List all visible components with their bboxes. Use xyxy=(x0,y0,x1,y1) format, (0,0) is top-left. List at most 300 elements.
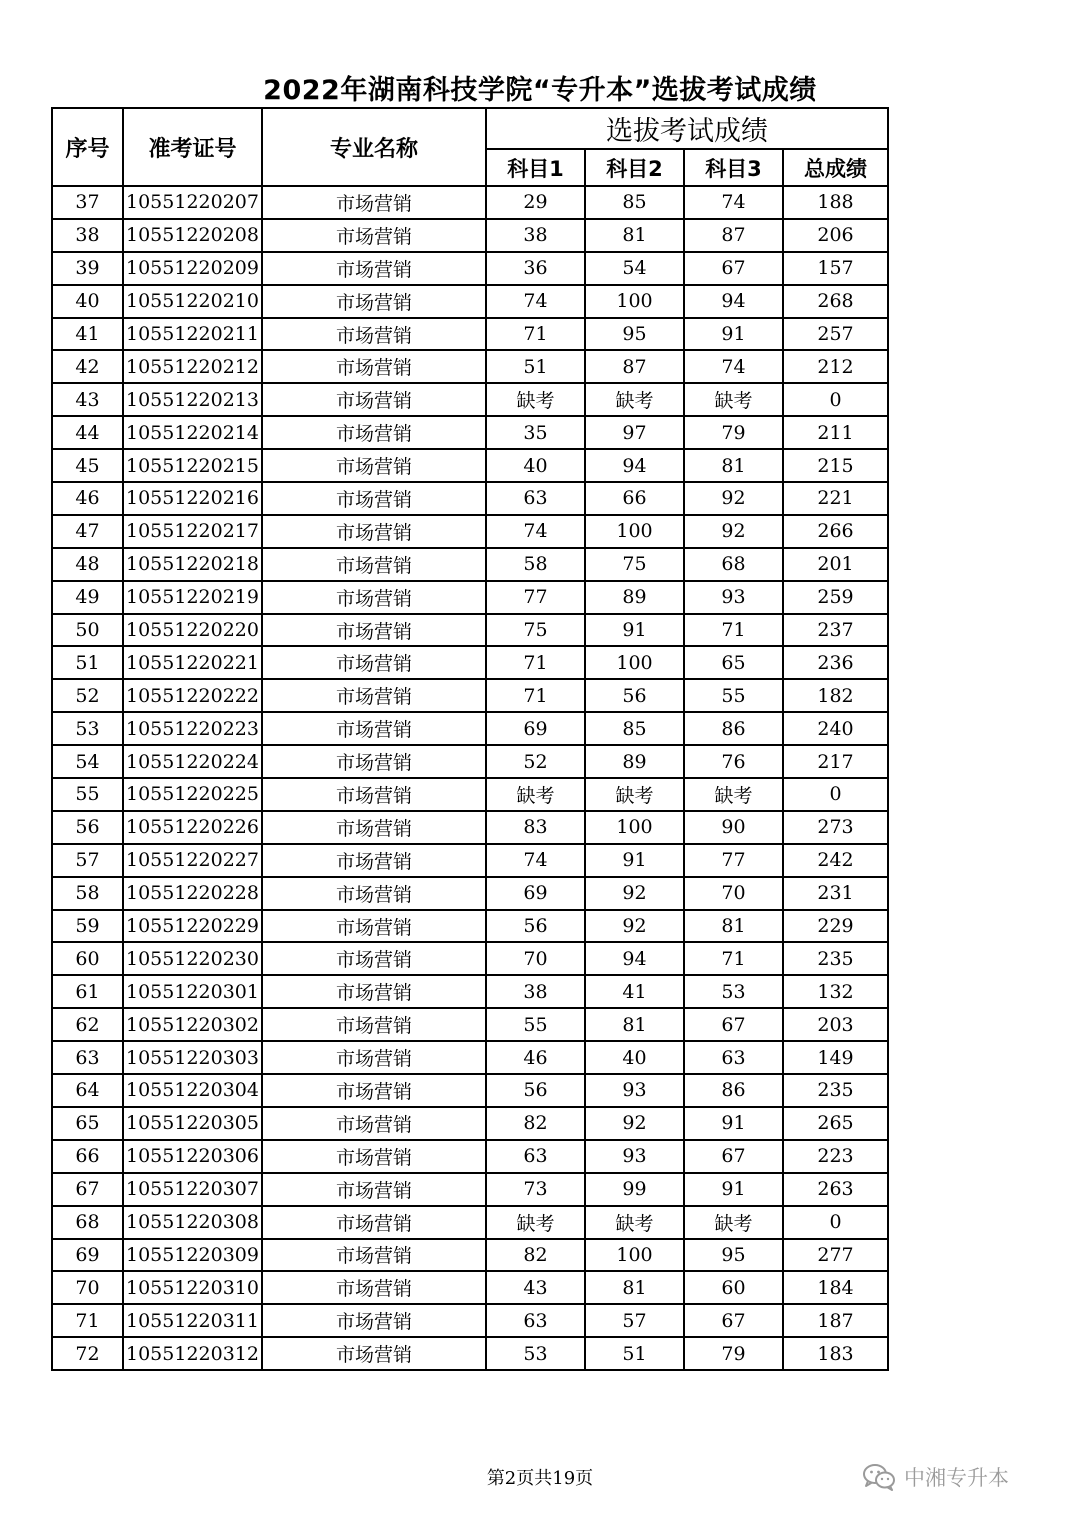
exam-id-cell: 10551220210 xyxy=(123,285,262,318)
index-cell: 60 xyxy=(52,942,123,975)
exam-id-cell: 10551220226 xyxy=(123,811,262,844)
subject2-cell: 92 xyxy=(585,1107,684,1140)
major-cell: 市场营销 xyxy=(262,219,486,252)
major-cell: 市场营销 xyxy=(262,877,486,910)
major-cell: 市场营销 xyxy=(262,1337,486,1370)
major-cell: 市场营销 xyxy=(262,482,486,515)
index-cell: 50 xyxy=(52,614,123,647)
subject2-cell: 66 xyxy=(585,482,684,515)
table-row xyxy=(52,350,888,383)
total-cell: 157 xyxy=(783,252,888,285)
subject1-cell: 56 xyxy=(486,1074,585,1107)
subject2-cell: 81 xyxy=(585,219,684,252)
table-row xyxy=(52,1008,888,1041)
exam-id-cell: 10551220209 xyxy=(123,252,262,285)
subject2-cell: 缺考 xyxy=(585,1206,684,1239)
subject1-cell: 82 xyxy=(486,1239,585,1272)
total-cell: 183 xyxy=(783,1337,888,1370)
header-score-group: 选拔考试成绩 xyxy=(486,108,888,149)
exam-id-cell: 10551220225 xyxy=(123,778,262,811)
subject1-cell: 38 xyxy=(486,975,585,1008)
index-cell: 52 xyxy=(52,679,123,712)
index-cell: 48 xyxy=(52,548,123,581)
total-cell: 229 xyxy=(783,910,888,943)
subject2-cell: 93 xyxy=(585,1140,684,1173)
subject2-cell: 95 xyxy=(585,318,684,351)
index-cell: 56 xyxy=(52,811,123,844)
subject1-cell: 缺考 xyxy=(486,1206,585,1239)
table-header xyxy=(52,108,888,186)
subject1-cell: 63 xyxy=(486,1304,585,1337)
major-cell: 市场营销 xyxy=(262,449,486,482)
exam-id-cell: 10551220212 xyxy=(123,350,262,383)
header-exam-id: 准考证号 xyxy=(123,108,262,186)
subject3-cell: 87 xyxy=(684,219,783,252)
subject1-cell: 83 xyxy=(486,811,585,844)
total-cell: 0 xyxy=(783,778,888,811)
subject3-cell: 67 xyxy=(684,252,783,285)
exam-id-cell: 10551220309 xyxy=(123,1239,262,1272)
subject2-cell: 100 xyxy=(585,285,684,318)
total-cell: 188 xyxy=(783,186,888,219)
page-title: 2022年湖南科技学院“专升本”选拔考试成绩 xyxy=(263,75,817,106)
exam-id-cell: 10551220218 xyxy=(123,548,262,581)
table-body xyxy=(52,186,888,1370)
index-cell: 67 xyxy=(52,1173,123,1206)
total-cell: 268 xyxy=(783,285,888,318)
exam-id-cell: 10551220303 xyxy=(123,1041,262,1074)
subject2-cell: 93 xyxy=(585,1074,684,1107)
total-cell: 203 xyxy=(783,1008,888,1041)
major-cell: 市场营销 xyxy=(262,1173,486,1206)
major-cell: 市场营销 xyxy=(262,1107,486,1140)
subject1-cell: 74 xyxy=(486,285,585,318)
total-cell: 211 xyxy=(783,416,888,449)
subject1-cell: 77 xyxy=(486,581,585,614)
table-row xyxy=(52,1337,888,1370)
exam-id-cell: 10551220229 xyxy=(123,910,262,943)
subject3-cell: 70 xyxy=(684,877,783,910)
table-row xyxy=(52,416,888,449)
table-row xyxy=(52,712,888,745)
major-cell: 市场营销 xyxy=(262,1074,486,1107)
major-cell: 市场营销 xyxy=(262,186,486,219)
subject3-cell: 缺考 xyxy=(684,1206,783,1239)
total-cell: 221 xyxy=(783,482,888,515)
subject3-cell: 76 xyxy=(684,745,783,778)
index-cell: 72 xyxy=(52,1337,123,1370)
index-cell: 68 xyxy=(52,1206,123,1239)
table-row xyxy=(52,778,888,811)
subject1-cell: 36 xyxy=(486,252,585,285)
index-cell: 38 xyxy=(52,219,123,252)
table-row xyxy=(52,548,888,581)
subject1-cell: 38 xyxy=(486,219,585,252)
subject2-cell: 81 xyxy=(585,1271,684,1304)
subject2-cell: 57 xyxy=(585,1304,684,1337)
index-cell: 59 xyxy=(52,910,123,943)
total-cell: 259 xyxy=(783,581,888,614)
subject3-cell: 60 xyxy=(684,1271,783,1304)
major-cell: 市场营销 xyxy=(262,1041,486,1074)
subject1-cell: 71 xyxy=(486,679,585,712)
table-row xyxy=(52,219,888,252)
subject2-cell: 92 xyxy=(585,877,684,910)
subject2-cell: 85 xyxy=(585,712,684,745)
subject2-cell: 85 xyxy=(585,186,684,219)
subject1-cell: 71 xyxy=(486,318,585,351)
index-cell: 42 xyxy=(52,350,123,383)
exam-id-cell: 10551220219 xyxy=(123,581,262,614)
exam-id-cell: 10551220301 xyxy=(123,975,262,1008)
index-cell: 49 xyxy=(52,581,123,614)
index-cell: 44 xyxy=(52,416,123,449)
index-cell: 66 xyxy=(52,1140,123,1173)
subject1-cell: 63 xyxy=(486,1140,585,1173)
exam-id-cell: 10551220311 xyxy=(123,1304,262,1337)
table-row xyxy=(52,1271,888,1304)
total-cell: 263 xyxy=(783,1173,888,1206)
subject1-cell: 51 xyxy=(486,350,585,383)
subject2-cell: 缺考 xyxy=(585,778,684,811)
subject3-cell: 缺考 xyxy=(684,778,783,811)
total-cell: 182 xyxy=(783,679,888,712)
subject2-cell: 100 xyxy=(585,646,684,679)
total-cell: 266 xyxy=(783,515,888,548)
header-major: 专业名称 xyxy=(262,108,486,186)
index-cell: 53 xyxy=(52,712,123,745)
subject3-cell: 65 xyxy=(684,646,783,679)
table-row xyxy=(52,745,888,778)
exam-id-cell: 10551220227 xyxy=(123,844,262,877)
table-row xyxy=(52,910,888,943)
subject3-cell: 74 xyxy=(684,350,783,383)
exam-id-cell: 10551220214 xyxy=(123,416,262,449)
subject1-cell: 63 xyxy=(486,482,585,515)
total-cell: 149 xyxy=(783,1041,888,1074)
subject3-cell: 91 xyxy=(684,318,783,351)
index-cell: 63 xyxy=(52,1041,123,1074)
subject3-cell: 71 xyxy=(684,614,783,647)
table-row xyxy=(52,1107,888,1140)
exam-id-cell: 10551220211 xyxy=(123,318,262,351)
index-cell: 54 xyxy=(52,745,123,778)
subject3-cell: 95 xyxy=(684,1239,783,1272)
total-cell: 235 xyxy=(783,942,888,975)
total-cell: 231 xyxy=(783,877,888,910)
total-cell: 0 xyxy=(783,1206,888,1239)
exam-id-cell: 10551220230 xyxy=(123,942,262,975)
exam-id-cell: 10551220306 xyxy=(123,1140,262,1173)
subject2-cell: 75 xyxy=(585,548,684,581)
subject1-cell: 35 xyxy=(486,416,585,449)
index-cell: 41 xyxy=(52,318,123,351)
table-row xyxy=(52,844,888,877)
total-cell: 0 xyxy=(783,383,888,416)
subject2-cell: 54 xyxy=(585,252,684,285)
exam-id-cell: 10551220312 xyxy=(123,1337,262,1370)
subject1-cell: 69 xyxy=(486,877,585,910)
subject1-cell: 71 xyxy=(486,646,585,679)
major-cell: 市场营销 xyxy=(262,811,486,844)
subject2-cell: 56 xyxy=(585,679,684,712)
subject1-cell: 75 xyxy=(486,614,585,647)
table-row xyxy=(52,581,888,614)
table-row xyxy=(52,646,888,679)
subject1-cell: 52 xyxy=(486,745,585,778)
table-row xyxy=(52,449,888,482)
table-row xyxy=(52,1206,888,1239)
header-subject3: 科目3 xyxy=(684,149,783,186)
index-cell: 46 xyxy=(52,482,123,515)
table-row xyxy=(52,1074,888,1107)
subject1-cell: 82 xyxy=(486,1107,585,1140)
index-cell: 58 xyxy=(52,877,123,910)
subject3-cell: 71 xyxy=(684,942,783,975)
major-cell: 市场营销 xyxy=(262,581,486,614)
total-cell: 132 xyxy=(783,975,888,1008)
header-index: 序号 xyxy=(52,108,123,186)
table-row xyxy=(52,383,888,416)
index-cell: 65 xyxy=(52,1107,123,1140)
major-cell: 市场营销 xyxy=(262,942,486,975)
subject2-cell: 99 xyxy=(585,1173,684,1206)
scores-table xyxy=(51,107,889,1371)
subject2-cell: 92 xyxy=(585,910,684,943)
major-cell: 市场营销 xyxy=(262,416,486,449)
total-cell: 257 xyxy=(783,318,888,351)
subject3-cell: 68 xyxy=(684,548,783,581)
table-row xyxy=(52,1173,888,1206)
exam-id-cell: 10551220310 xyxy=(123,1271,262,1304)
total-cell: 277 xyxy=(783,1239,888,1272)
total-cell: 235 xyxy=(783,1074,888,1107)
index-cell: 69 xyxy=(52,1239,123,1272)
subject2-cell: 97 xyxy=(585,416,684,449)
subject1-cell: 46 xyxy=(486,1041,585,1074)
table-row xyxy=(52,679,888,712)
index-cell: 71 xyxy=(52,1304,123,1337)
watermark xyxy=(862,1462,1009,1492)
total-cell: 187 xyxy=(783,1304,888,1337)
major-cell: 市场营销 xyxy=(262,515,486,548)
subject2-cell: 缺考 xyxy=(585,383,684,416)
index-cell: 64 xyxy=(52,1074,123,1107)
major-cell: 市场营销 xyxy=(262,745,486,778)
table-row xyxy=(52,942,888,975)
table-row xyxy=(52,614,888,647)
subject2-cell: 94 xyxy=(585,449,684,482)
page-number: 第2页共19页 xyxy=(486,1468,594,1489)
subject1-cell: 43 xyxy=(486,1271,585,1304)
major-cell: 市场营销 xyxy=(262,350,486,383)
subject3-cell: 91 xyxy=(684,1107,783,1140)
table-row xyxy=(52,1140,888,1173)
major-cell: 市场营销 xyxy=(262,646,486,679)
subject3-cell: 79 xyxy=(684,1337,783,1370)
index-cell: 47 xyxy=(52,515,123,548)
table-row xyxy=(52,811,888,844)
subject3-cell: 92 xyxy=(684,482,783,515)
subject2-cell: 41 xyxy=(585,975,684,1008)
index-cell: 57 xyxy=(52,844,123,877)
table-row xyxy=(52,1239,888,1272)
total-cell: 212 xyxy=(783,350,888,383)
subject2-cell: 87 xyxy=(585,350,684,383)
table-row xyxy=(52,975,888,1008)
subject3-cell: 91 xyxy=(684,1173,783,1206)
header-subject1: 科目1 xyxy=(486,149,585,186)
index-cell: 62 xyxy=(52,1008,123,1041)
exam-id-cell: 10551220222 xyxy=(123,679,262,712)
major-cell: 市场营销 xyxy=(262,975,486,1008)
index-cell: 40 xyxy=(52,285,123,318)
index-cell: 39 xyxy=(52,252,123,285)
total-cell: 223 xyxy=(783,1140,888,1173)
index-cell: 45 xyxy=(52,449,123,482)
exam-id-cell: 10551220216 xyxy=(123,482,262,515)
subject3-cell: 55 xyxy=(684,679,783,712)
subject3-cell: 92 xyxy=(684,515,783,548)
table-row xyxy=(52,252,888,285)
exam-id-cell: 10551220308 xyxy=(123,1206,262,1239)
subject2-cell: 100 xyxy=(585,515,684,548)
subject3-cell: 81 xyxy=(684,449,783,482)
subject2-cell: 40 xyxy=(585,1041,684,1074)
exam-id-cell: 10551220221 xyxy=(123,646,262,679)
subject3-cell: 缺考 xyxy=(684,383,783,416)
major-cell: 市场营销 xyxy=(262,1271,486,1304)
subject2-cell: 81 xyxy=(585,1008,684,1041)
subject1-cell: 56 xyxy=(486,910,585,943)
subject1-cell: 缺考 xyxy=(486,383,585,416)
table-row xyxy=(52,482,888,515)
total-cell: 206 xyxy=(783,219,888,252)
exam-id-cell: 10551220302 xyxy=(123,1008,262,1041)
subject1-cell: 53 xyxy=(486,1337,585,1370)
subject3-cell: 67 xyxy=(684,1304,783,1337)
major-cell: 市场营销 xyxy=(262,383,486,416)
subject2-cell: 100 xyxy=(585,811,684,844)
index-cell: 61 xyxy=(52,975,123,1008)
subject2-cell: 89 xyxy=(585,745,684,778)
major-cell: 市场营销 xyxy=(262,285,486,318)
exam-id-cell: 10551220304 xyxy=(123,1074,262,1107)
major-cell: 市场营销 xyxy=(262,1008,486,1041)
subject1-cell: 55 xyxy=(486,1008,585,1041)
subject1-cell: 58 xyxy=(486,548,585,581)
subject3-cell: 94 xyxy=(684,285,783,318)
major-cell: 市场营销 xyxy=(262,844,486,877)
table-row xyxy=(52,515,888,548)
major-cell: 市场营销 xyxy=(262,1239,486,1272)
major-cell: 市场营销 xyxy=(262,548,486,581)
subject1-cell: 74 xyxy=(486,515,585,548)
subject3-cell: 77 xyxy=(684,844,783,877)
table-row xyxy=(52,285,888,318)
subject1-cell: 70 xyxy=(486,942,585,975)
major-cell: 市场营销 xyxy=(262,1140,486,1173)
major-cell: 市场营销 xyxy=(262,910,486,943)
subject3-cell: 90 xyxy=(684,811,783,844)
subject2-cell: 94 xyxy=(585,942,684,975)
exam-id-cell: 10551220217 xyxy=(123,515,262,548)
major-cell: 市场营销 xyxy=(262,778,486,811)
total-cell: 184 xyxy=(783,1271,888,1304)
major-cell: 市场营销 xyxy=(262,1206,486,1239)
table-row xyxy=(52,186,888,219)
total-cell: 242 xyxy=(783,844,888,877)
subject2-cell: 100 xyxy=(585,1239,684,1272)
index-cell: 51 xyxy=(52,646,123,679)
subject3-cell: 63 xyxy=(684,1041,783,1074)
exam-id-cell: 10551220223 xyxy=(123,712,262,745)
subject3-cell: 67 xyxy=(684,1140,783,1173)
table-row xyxy=(52,1041,888,1074)
subject2-cell: 89 xyxy=(585,581,684,614)
major-cell: 市场营销 xyxy=(262,679,486,712)
index-cell: 43 xyxy=(52,383,123,416)
exam-id-cell: 10551220208 xyxy=(123,219,262,252)
exam-id-cell: 10551220307 xyxy=(123,1173,262,1206)
total-cell: 217 xyxy=(783,745,888,778)
header-total: 总成绩 xyxy=(783,149,888,186)
exam-id-cell: 10551220213 xyxy=(123,383,262,416)
subject3-cell: 79 xyxy=(684,416,783,449)
wechat-icon xyxy=(862,1463,896,1491)
total-cell: 265 xyxy=(783,1107,888,1140)
exam-id-cell: 10551220207 xyxy=(123,186,262,219)
exam-id-cell: 10551220224 xyxy=(123,745,262,778)
subject3-cell: 93 xyxy=(684,581,783,614)
watermark-text: 中湘专升本 xyxy=(904,1466,1009,1490)
exam-id-cell: 10551220220 xyxy=(123,614,262,647)
subject3-cell: 53 xyxy=(684,975,783,1008)
major-cell: 市场营销 xyxy=(262,1304,486,1337)
index-cell: 37 xyxy=(52,186,123,219)
table-row xyxy=(52,877,888,910)
subject2-cell: 91 xyxy=(585,614,684,647)
major-cell: 市场营销 xyxy=(262,614,486,647)
subject3-cell: 86 xyxy=(684,1074,783,1107)
subject2-cell: 51 xyxy=(585,1337,684,1370)
exam-id-cell: 10551220228 xyxy=(123,877,262,910)
header-subject2: 科目2 xyxy=(585,149,684,186)
total-cell: 240 xyxy=(783,712,888,745)
total-cell: 236 xyxy=(783,646,888,679)
subject2-cell: 91 xyxy=(585,844,684,877)
subject3-cell: 86 xyxy=(684,712,783,745)
index-cell: 70 xyxy=(52,1271,123,1304)
table-row xyxy=(52,318,888,351)
index-cell: 55 xyxy=(52,778,123,811)
total-cell: 215 xyxy=(783,449,888,482)
exam-id-cell: 10551220215 xyxy=(123,449,262,482)
table-row xyxy=(52,1304,888,1337)
major-cell: 市场营销 xyxy=(262,712,486,745)
subject3-cell: 74 xyxy=(684,186,783,219)
total-cell: 273 xyxy=(783,811,888,844)
major-cell: 市场营销 xyxy=(262,318,486,351)
major-cell: 市场营销 xyxy=(262,252,486,285)
subject1-cell: 40 xyxy=(486,449,585,482)
subject1-cell: 69 xyxy=(486,712,585,745)
subject1-cell: 29 xyxy=(486,186,585,219)
subject3-cell: 81 xyxy=(684,910,783,943)
total-cell: 201 xyxy=(783,548,888,581)
subject1-cell: 73 xyxy=(486,1173,585,1206)
subject3-cell: 67 xyxy=(684,1008,783,1041)
